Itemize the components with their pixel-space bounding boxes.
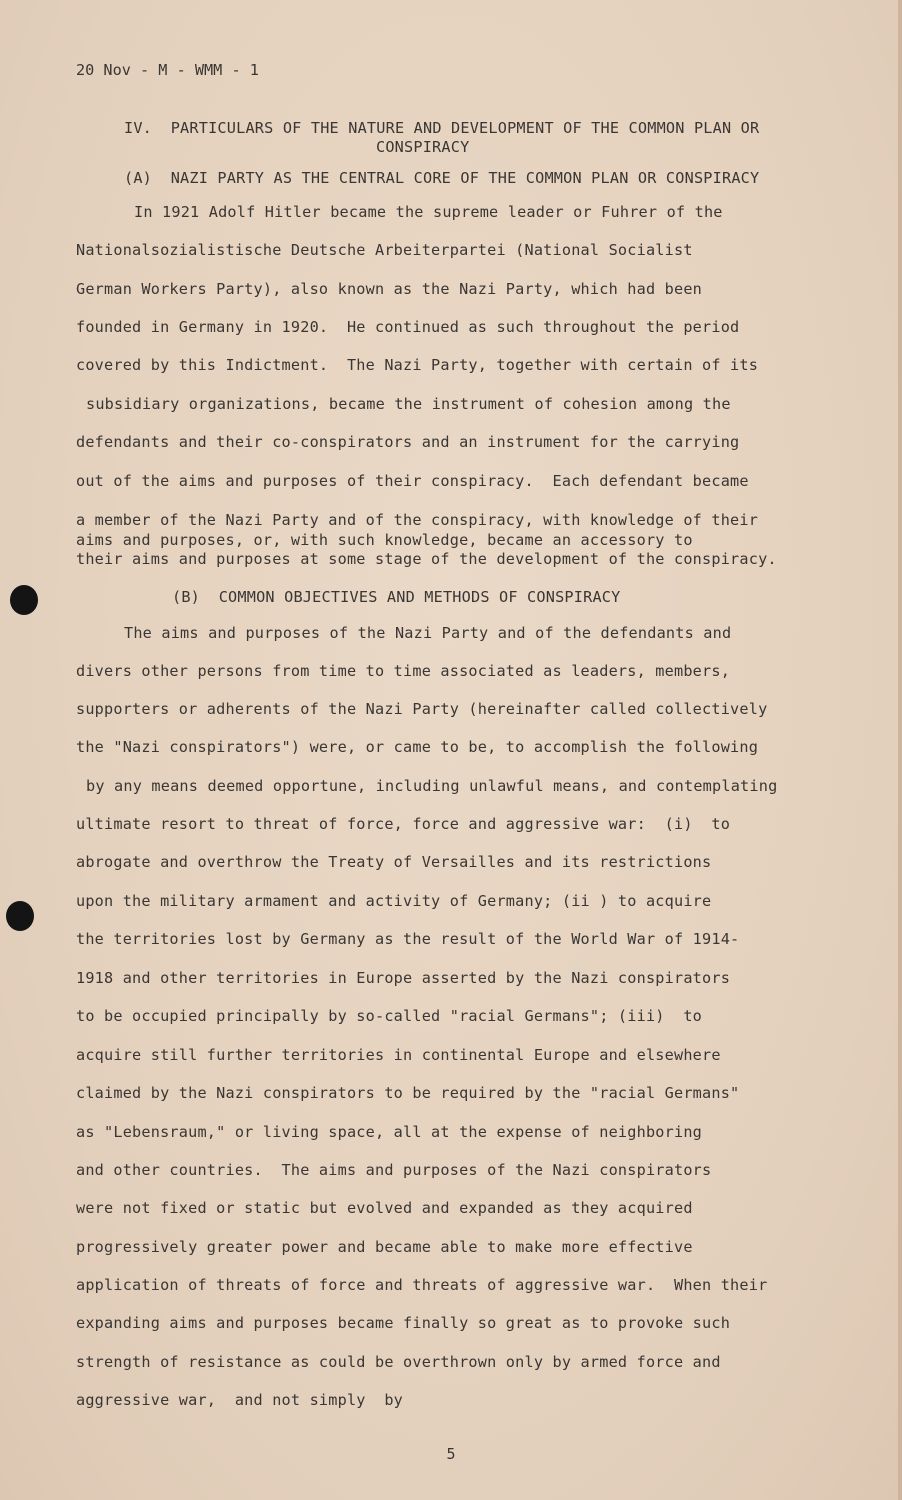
text-line: claimed by the Nazi conspirators to be required by the "racial Germans" [76,1084,740,1102]
text-line: The aims and purposes of the Nazi Party and of the defendants and [124,624,732,642]
subsection-a-heading: (A) NAZI PARTY AS THE CENTRAL CORE OF THE COMMON PLAN OR CONSPIRACY [124,169,760,187]
text-line: supporters or adherents of the Nazi Party (hereinafter called collectively [76,700,768,718]
text-line: upon the military armament and activity of Germany; (ii ) to acquire [76,892,712,910]
text-line: founded in Germany in 1920. He continued as such throughout the period [76,318,740,336]
text-line: the territories lost by Germany as the result of the World War of 1914- [76,930,740,948]
text-line: 1918 and other territories in Europe asserted by the Nazi conspirators [76,969,731,987]
text-line: In 1921 Adolf Hitler became the supreme leader or Fuhrer of the [134,203,723,221]
text-line: aggressive war, and not simply by [76,1391,404,1409]
text-line: application of threats of force and threats of aggressive war. When their [76,1276,768,1294]
section-title: IV. PARTICULARS OF THE NATURE AND DEVELOPMENT OF THE COMMON PLAN OR [124,119,760,137]
text-line: German Workers Party), also known as the Nazi Party, which had been [76,280,703,298]
text-line: Nationalsozialistische Deutsche Arbeiterpartei (National Socialist [76,241,693,259]
text-line: a member of the Nazi Party and of the conspiracy, with knowledge of their [76,511,759,529]
text-line: defendants and their co-conspirators and an instrument for the carrying [76,433,740,451]
text-line: progressively greater power and became able to make more effective [76,1238,693,1256]
document-reference: 20 Nov - M - WMM - 1 [76,61,259,79]
text-line: by any means deemed opportune, including unlawful means, and contemplating [86,777,778,795]
text-line: and other countries. The aims and purposes of the Nazi conspirators [76,1161,712,1179]
text-line: expanding aims and purposes became finally so great as to provoke such [76,1314,731,1332]
punch-hole-top [10,585,38,615]
text-line: their aims and purposes at some stage of the development of the conspiracy. [76,550,777,568]
text-line: ultimate resort to threat of force, force and aggressive war: (i) to [76,815,731,833]
page-edge [898,0,902,1500]
text-line: abrogate and overthrow the Treaty of Versailles and its restrictions [76,853,712,871]
text-line: divers other persons from time to time associated as leaders, members, [76,662,731,680]
text-line: were not fixed or static but evolved and expanded as they acquired [76,1199,693,1217]
punch-hole-bottom [6,901,34,931]
page-number: 5 [446,1445,456,1463]
text-line: subsidiary organizations, became the instrument of cohesion among the [86,395,731,413]
text-line: strength of resistance as could be overthrown only by armed force and [76,1353,721,1371]
text-line: to be occupied principally by so-called "racial Germans"; (iii) to [76,1007,703,1025]
text-line: out of the aims and purposes of their conspiracy. Each defendant became [76,472,749,490]
section-title-continued: CONSPIRACY [376,138,470,156]
text-line: as "Lebensraum," or living space, all at the expense of neighboring [76,1123,703,1141]
text-line: acquire still further territories in continental Europe and elsewhere [76,1046,721,1064]
text-line: aims and purposes, or, with such knowledge, became an accessory to [76,531,693,549]
subsection-b-heading: (B) COMMON OBJECTIVES AND METHODS OF CONSPIRACY [172,588,621,606]
text-line: covered by this Indictment. The Nazi Party, together with certain of its [76,356,759,374]
text-line: the "Nazi conspirators") were, or came to be, to accomplish the following [76,738,759,756]
